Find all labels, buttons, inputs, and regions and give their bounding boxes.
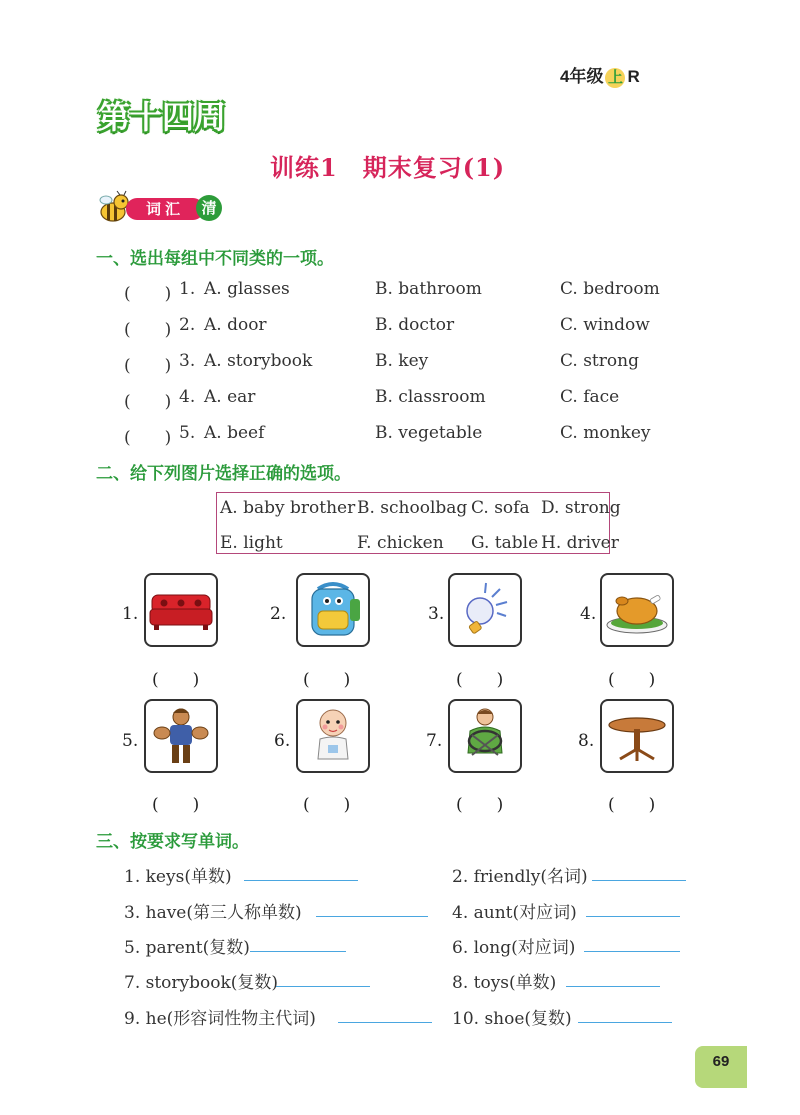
picture-number: 4. [580,604,597,624]
option-b: B. doctor [375,315,455,335]
answer-line[interactable] [250,951,346,952]
option-a: A. glasses [204,279,290,299]
answer-line[interactable] [244,880,358,881]
answer-paren[interactable]: ( ) [152,795,200,815]
word-task: 5. parent(复数) [124,938,250,958]
word-task: 10. shoe(复数) [452,1009,572,1029]
sofa-icon [146,575,216,645]
picture-number: 6. [274,731,291,751]
answer-paren[interactable]: ( ) [303,670,351,690]
answer-paren[interactable]: ( ) [608,670,656,690]
list-item [124,423,724,447]
strong-man-icon [146,701,216,771]
option-c: C. monkey [560,423,651,443]
table-icon [602,701,672,771]
picture-number: 5. [122,731,139,751]
item-number: 3. [179,351,196,371]
option-b: B. key [375,351,429,371]
word-bank-box [216,492,621,554]
word-task: 7. storybook(复数) [124,973,279,993]
word-task: 4. aunt(对应词) [452,903,577,923]
word-task: 9. he(形容词性物主代词) [124,1009,316,1029]
option-c: C. window [560,315,650,335]
word-task: 8. toys(单数) [452,973,557,993]
word-bank-option: G. table [471,533,539,553]
option-b: B. classroom [375,387,486,407]
word-bank-option: B. schoolbag [357,498,468,518]
item-number: 4. [179,387,196,407]
answer-line[interactable] [276,986,370,987]
page-number: 69 [695,1046,747,1088]
answer-line[interactable] [338,1022,432,1023]
picture-number: 8. [578,731,595,751]
answer-line[interactable] [586,916,680,917]
answer-paren[interactable]: ( ) [124,284,172,304]
lesson-title: 训练1 期末复习(1) [270,153,506,182]
edition-label: R [627,67,640,86]
option-c: C. face [560,387,620,407]
word-task: 3. have(第三人称单数) [124,903,302,923]
answer-line[interactable] [316,916,428,917]
option-b: B. vegetable [375,423,483,443]
schoolbag-icon [298,575,368,645]
item-number: 5. [179,423,196,443]
answer-paren[interactable]: ( ) [124,320,172,340]
list-item [124,279,724,303]
word-bank-option: A. baby brother [220,498,356,518]
picture-card [448,573,522,647]
answer-line[interactable] [578,1022,672,1023]
picture-card [144,573,218,647]
section3-title: 三、按要求写单词。 [96,832,249,852]
picture-card [144,699,218,773]
option-a: A. ear [204,387,256,407]
word-bank-option: H. driver [541,533,619,553]
vocab-circle: 清 [196,195,222,221]
option-c: C. bedroom [560,279,660,299]
answer-paren[interactable]: ( ) [456,795,504,815]
picture-number: 1. [122,604,139,624]
list-item [124,387,724,411]
answer-paren[interactable]: ( ) [124,356,172,376]
option-a: A. storybook [204,351,313,371]
section1-title: 一、选出每组中不同类的一项。 [96,249,334,269]
driver-icon [450,701,520,771]
answer-paren[interactable]: ( ) [303,795,351,815]
picture-number: 2. [270,604,287,624]
answer-paren[interactable]: ( ) [124,428,172,448]
picture-card [296,573,370,647]
week-title: 第十四周 [97,98,226,136]
baby-icon [298,701,368,771]
item-number: 2. [179,315,196,335]
answer-line[interactable] [584,951,680,952]
section2-title: 二、给下列图片选择正确的选项。 [96,464,351,484]
grade-label [560,62,640,88]
picture-number: 7. [426,731,443,751]
option-b: B. bathroom [375,279,482,299]
option-a: A. beef [204,423,265,443]
picture-number: 3. [428,604,445,624]
list-item [124,315,724,339]
picture-card [600,573,674,647]
semester-badge: 上 [605,68,625,88]
word-task: 2. friendly(名词) [452,867,588,887]
answer-paren[interactable]: ( ) [152,670,200,690]
vocab-pill: 词汇 [126,198,204,220]
answer-line[interactable] [566,986,660,987]
answer-paren[interactable]: ( ) [456,670,504,690]
answer-paren[interactable]: ( ) [608,795,656,815]
word-bank-option: E. light [220,533,283,553]
word-bank-option: D. strong [541,498,621,518]
option-a: A. door [204,315,267,335]
word-task: 6. long(对应词) [452,938,576,958]
option-c: C. strong [560,351,639,371]
roast-chicken-icon [602,575,672,645]
word-bank-option: F. chicken [357,533,444,553]
picture-card [296,699,370,773]
grade-prefix: 4年级 [560,67,604,86]
list-item [124,351,724,375]
vocab-badge [96,190,226,226]
picture-card [600,699,674,773]
word-bank-option: C. sofa [471,498,530,518]
answer-line[interactable] [592,880,686,881]
answer-paren[interactable]: ( ) [124,392,172,412]
light-bulb-icon [450,575,520,645]
week-badge [96,98,228,136]
word-task: 1. keys(单数) [124,867,232,887]
picture-card [448,699,522,773]
item-number: 1. [179,279,196,299]
